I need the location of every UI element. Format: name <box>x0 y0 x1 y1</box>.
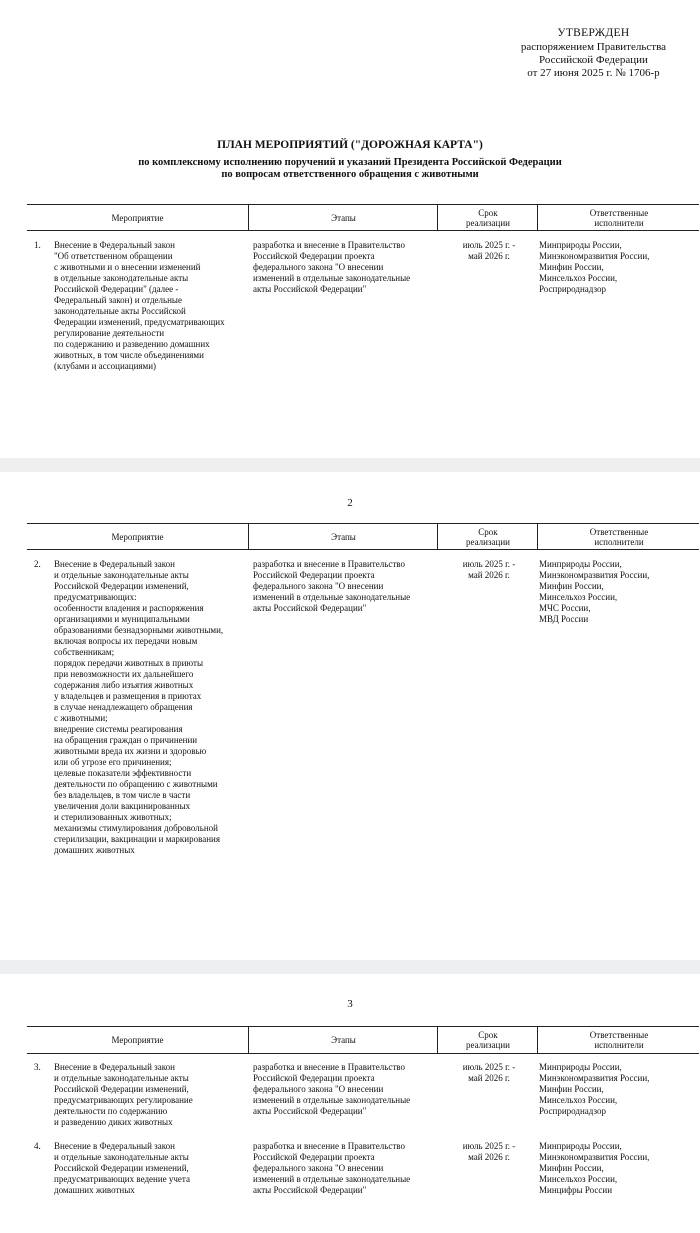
row-responsible: Минприроды России, Минэкономразвития России, Минфин России, Минсельхоз России, МЧС России, МВД России <box>539 559 650 624</box>
header-event: Мероприятие <box>111 531 164 542</box>
header-responsible: Ответственные исполнители <box>537 205 700 230</box>
header-term: Срок реализации <box>437 524 538 549</box>
approval-date: от 27 июня 2025 г. № 1706-р <box>527 67 660 79</box>
row-stages: разработка и внесение в Правительство Российской Федерации проекта федерального закона "О внесении изменений в отдельные законодательные акты Российской Федерации" <box>253 1062 411 1116</box>
document-page-1 <box>0 0 700 458</box>
row-responsible: Минприроды России, Минэкономразвития России, Минфин России, Минсельхоз России, Росприроднадзор <box>539 1062 650 1116</box>
page-number: 2 <box>347 497 353 509</box>
table-header <box>27 523 699 550</box>
approval-title: УТВЕРЖДЕН <box>557 27 630 39</box>
row-term: июль 2025 г. - май 2026 г. <box>462 240 516 261</box>
title-line: ПЛАН МЕРОПРИЯТИЙ ("ДОРОЖНАЯ КАРТА") <box>217 139 483 151</box>
row-event: Внесение в Федеральный закон "Об ответственном обращении с животными и о внесении изменений в отдельные законодательные акты Российской Федерации" (далее - Федеральный закон) и отдельные законодательные акты Российской Федерации изменений, предусматривающих регулирование деятельности по содержанию и разведению домашних животных, в том числе объединениями (клубами и ассоциациями) <box>54 240 225 371</box>
header-term: Срок реализации <box>437 205 538 230</box>
row-responsible: Минприроды России, Минэкономразвития России, Минфин России, Минсельхоз России, Росприроднадзор <box>539 240 650 294</box>
document-page-3 <box>0 974 700 1233</box>
row-event: Внесение в Федеральный закон и отдельные законодательные акты Российской Федерации изменений, предусматривающих: особенности владения и распоряжения организациями и муниципальными образованиями безнадзорными животными, включая вопросы их передачи новым собственникам; порядок передачи животных в приюты при невозможности их дальнейшего содержания либо изъятия животных у владельцев и размещения в приютах в случае ненадлежащего обращения с животными; внедрение системы реагирования на обращения граждан о причинении животными вреда их жизни и здоровью или об угрозе его причинения; целевые показатели эффективности деятельности по обращению с животными без владельцев, в том числе в части увеличения доли вакцинированных и стерилизованных животных; механизмы стимулирования добровольной стерилизации, вакцинации и маркирования домашних животных <box>54 559 224 855</box>
table-header <box>27 1026 699 1054</box>
row-number: 1. <box>34 240 41 250</box>
row-stages: разработка и внесение в Правительство Российской Федерации проекта федерального закона "О внесении изменений в отдельные законодательные акты Российской Федерации" <box>253 1141 411 1195</box>
header-stages: Этапы <box>248 524 438 549</box>
row-stages: разработка и внесение в Правительство Российской Федерации проекта федерального закона "О внесении изменений в отдельные законодательные акты Российской Федерации" <box>253 240 411 294</box>
subtitle-line: по вопросам ответственного обращения с животными <box>221 169 479 180</box>
approval-line: распоряжением Правительства <box>520 41 666 53</box>
approval-line: Российской Федерации <box>538 54 648 66</box>
page-number: 3 <box>347 998 353 1010</box>
approval-stamp <box>521 27 666 80</box>
header-responsible: Ответственные исполнители <box>537 524 700 549</box>
row-term: июль 2025 г. - май 2026 г. <box>462 1062 516 1083</box>
row-number: 2. <box>34 559 41 569</box>
row-term: июль 2025 г. - май 2026 г. <box>462 559 516 580</box>
subtitle-line: по комплексному исполнению поручений и указаний Президента Российской Федерации <box>138 157 562 168</box>
header-event: Мероприятие <box>111 1035 164 1045</box>
row-responsible: Минприроды России, Минэкономразвития России, Минфин России, Минсельхоз России, Минцифры России <box>539 1141 650 1195</box>
row-event: Внесение в Федеральный закон и отдельные законодательные акты Российской Федерации изменений, предусматривающих ведение учета домашних животных <box>54 1141 190 1195</box>
row-event: Внесение в Федеральный закон и отдельные законодательные акты Российской Федерации изменений, предусматривающих регулирование деятельности по содержанию и разведению диких животных <box>54 1062 193 1127</box>
row-number: 4. <box>34 1141 41 1151</box>
document-page-2 <box>0 472 700 960</box>
header-stages: Этапы <box>248 205 438 230</box>
header-stages: Этапы <box>248 1027 438 1053</box>
header-responsible: Ответственные исполнители <box>537 1027 700 1053</box>
page-separator <box>0 960 700 974</box>
row-number: 3. <box>34 1062 41 1072</box>
page-separator <box>0 458 700 472</box>
row-stages: разработка и внесение в Правительство Российской Федерации проекта федерального закона "О внесении изменений в отдельные законодательные акты Российской Федерации" <box>253 559 411 613</box>
row-term: июль 2025 г. - май 2026 г. <box>462 1141 516 1162</box>
table-header <box>27 204 699 231</box>
header-event: Мероприятие <box>111 212 164 223</box>
document-title <box>0 138 700 181</box>
header-term: Срок реализации <box>437 1027 538 1053</box>
